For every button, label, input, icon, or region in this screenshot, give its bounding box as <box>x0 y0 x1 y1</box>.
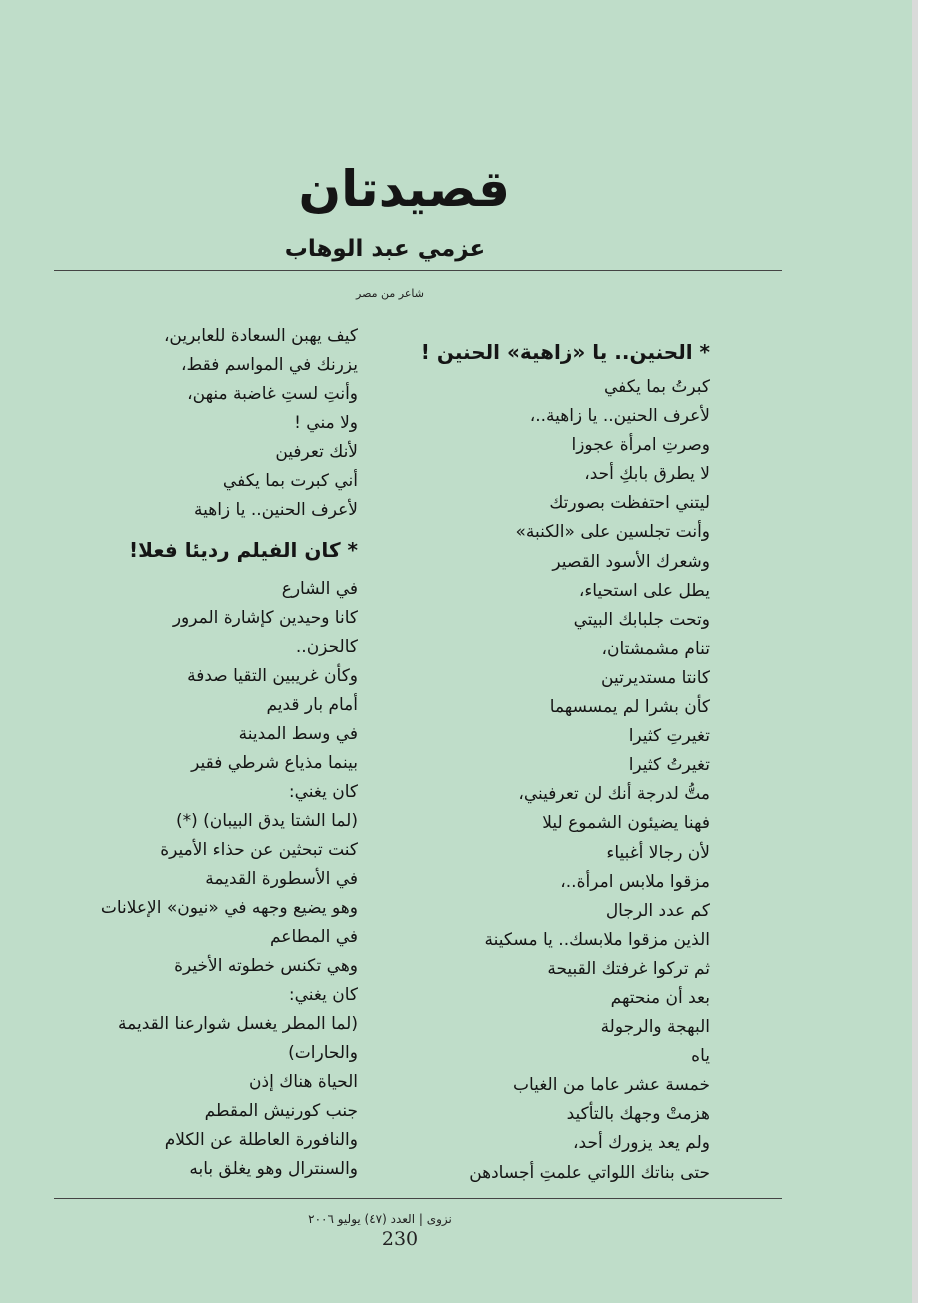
page-number: 230 <box>381 1228 419 1250</box>
poem-line: في وسط المدينة <box>238 724 358 744</box>
poem-line: وهو يضيع وجهه في «نيون» الإعلانات <box>100 898 358 918</box>
poem-line: كبرتُ بما يكفي <box>603 377 710 397</box>
page-title: قصيدتان <box>298 160 510 218</box>
poem-line: وهي تكنس خطوته الأخيرة <box>174 956 358 976</box>
poem-line: كالحزن.. <box>295 637 358 657</box>
poem-line: في الشارع <box>281 579 358 599</box>
poem-line: مزقوا ملابس امرأة..، <box>560 871 710 892</box>
poem-line: (لما الشتا يدق البيبان) (*) <box>175 811 358 831</box>
poem-line: ولا مني ! <box>294 413 358 433</box>
poem-line: والسنترال وهو يغلق بابه <box>189 1159 358 1179</box>
poem-line: متُّ لدرجة أنك لن تعرفيني، <box>518 784 710 805</box>
poem-line: والحارات) <box>288 1043 358 1063</box>
poem-line: بعد أن منحتهم <box>610 987 710 1008</box>
poem-line: ياه <box>691 1046 710 1067</box>
poem-line: كنت تبحثين عن حذاء الأميرة <box>160 840 358 860</box>
poem-line: وشعرك الأسود القصير <box>552 551 710 572</box>
poem-line: يزرنك في المواسم فقط، <box>180 355 358 375</box>
poem-line: كم عدد الرجال <box>605 900 710 921</box>
poem-line: كأن بشرا لم يمسسهما <box>549 697 710 718</box>
poem-line: في المطاعم <box>269 927 358 947</box>
poem-line: وأنتِ لستِ غاضبة منهن، <box>187 384 358 404</box>
poem-line: (لما المطر يغسل شوارعنا القديمة <box>118 1014 358 1034</box>
poem-line: ولم يعد يزورك أحد، <box>573 1133 710 1154</box>
poem1-heading: * الحنين.. يا «زاهية» الحنين ! <box>420 340 710 364</box>
poem-line: تغيرتِ كثيرا <box>628 726 710 747</box>
poem-line: في الأسطورة القديمة <box>205 869 358 889</box>
poem2-heading: * كان الفيلم رديئا فعلا! <box>129 538 358 562</box>
poem-line: والنافورة العاطلة عن الكلام <box>164 1130 358 1150</box>
poem-line: كانا وحيدين كإشارة المرور <box>172 608 358 628</box>
poem-line: يطل على استحياء، <box>578 580 710 601</box>
poem-line: الحياة هناك إذن <box>249 1072 358 1092</box>
right-column <box>420 330 710 1188</box>
bottom-divider <box>54 1198 782 1199</box>
poem-line: فهنا يضيئون الشموع ليلا <box>542 813 710 834</box>
left-column <box>40 322 358 1184</box>
page-edge <box>912 0 918 1303</box>
poem-line: أني كبرت بما يكفي <box>222 471 358 491</box>
poem-line: خمسة عشر عاما من الغياب <box>513 1075 710 1096</box>
poem-line: أمام بار قديم <box>266 695 358 715</box>
poem-line: لأنك تعرفين <box>275 442 358 462</box>
poem-line: كان يغني: <box>288 985 358 1005</box>
poem-line: تغيرتُ كثيرا <box>628 755 710 776</box>
author-name: عزمي عبد الوهاب <box>284 236 486 262</box>
poem-line: ليتني احتفظت بصورتك <box>549 493 710 514</box>
poem-line: جنب كورنيش المقطم <box>204 1101 358 1121</box>
poem-line: كانتا مستديرتين <box>601 667 710 688</box>
poem-line: هزمتْ وجهك بالتأكيد <box>566 1104 710 1125</box>
poem-line: ثم تركوا غرفتك القبيحة <box>547 958 710 979</box>
poem-line: كان يغني: <box>288 782 358 802</box>
top-divider <box>54 270 782 271</box>
poem-line: لا يطرق بابكِ أحد، <box>584 464 710 485</box>
poem-line: لأعرف الحنين.. يا زاهية..، <box>529 406 710 427</box>
poem-line: وأنت تجلسين على «الكنبة» <box>515 522 710 543</box>
poem-line: لأعرف الحنين.. يا زاهية <box>194 500 358 520</box>
poem-line: حتى بناتك اللواتي علمتِ أجسادهن <box>469 1162 710 1183</box>
poem-line: البهجة والرجولة <box>600 1017 710 1038</box>
poem-line: وصرتِ امرأة عجوزا <box>571 435 710 456</box>
author-bio: شاعر من مصر <box>356 287 424 300</box>
poem-line: تنام مشمشتان، <box>601 638 710 659</box>
poem-line: لأن رجالا أغبياء <box>606 842 710 863</box>
poem-line: الذين مزقوا ملابسك.. يا مسكينة <box>484 929 710 950</box>
footer-issue: نزوى | العدد (٤٧) يوليو ٢٠٠٦ <box>308 1212 452 1226</box>
poem-line: وكأن غريبين التقيا صدفة <box>187 666 358 686</box>
poem-line: بينما مذياع شرطي فقير <box>191 753 358 773</box>
poem-line: وتحت جلبابك البيتي <box>573 609 710 630</box>
poem-line: كيف يهبن السعادة للعابرين، <box>163 326 358 346</box>
